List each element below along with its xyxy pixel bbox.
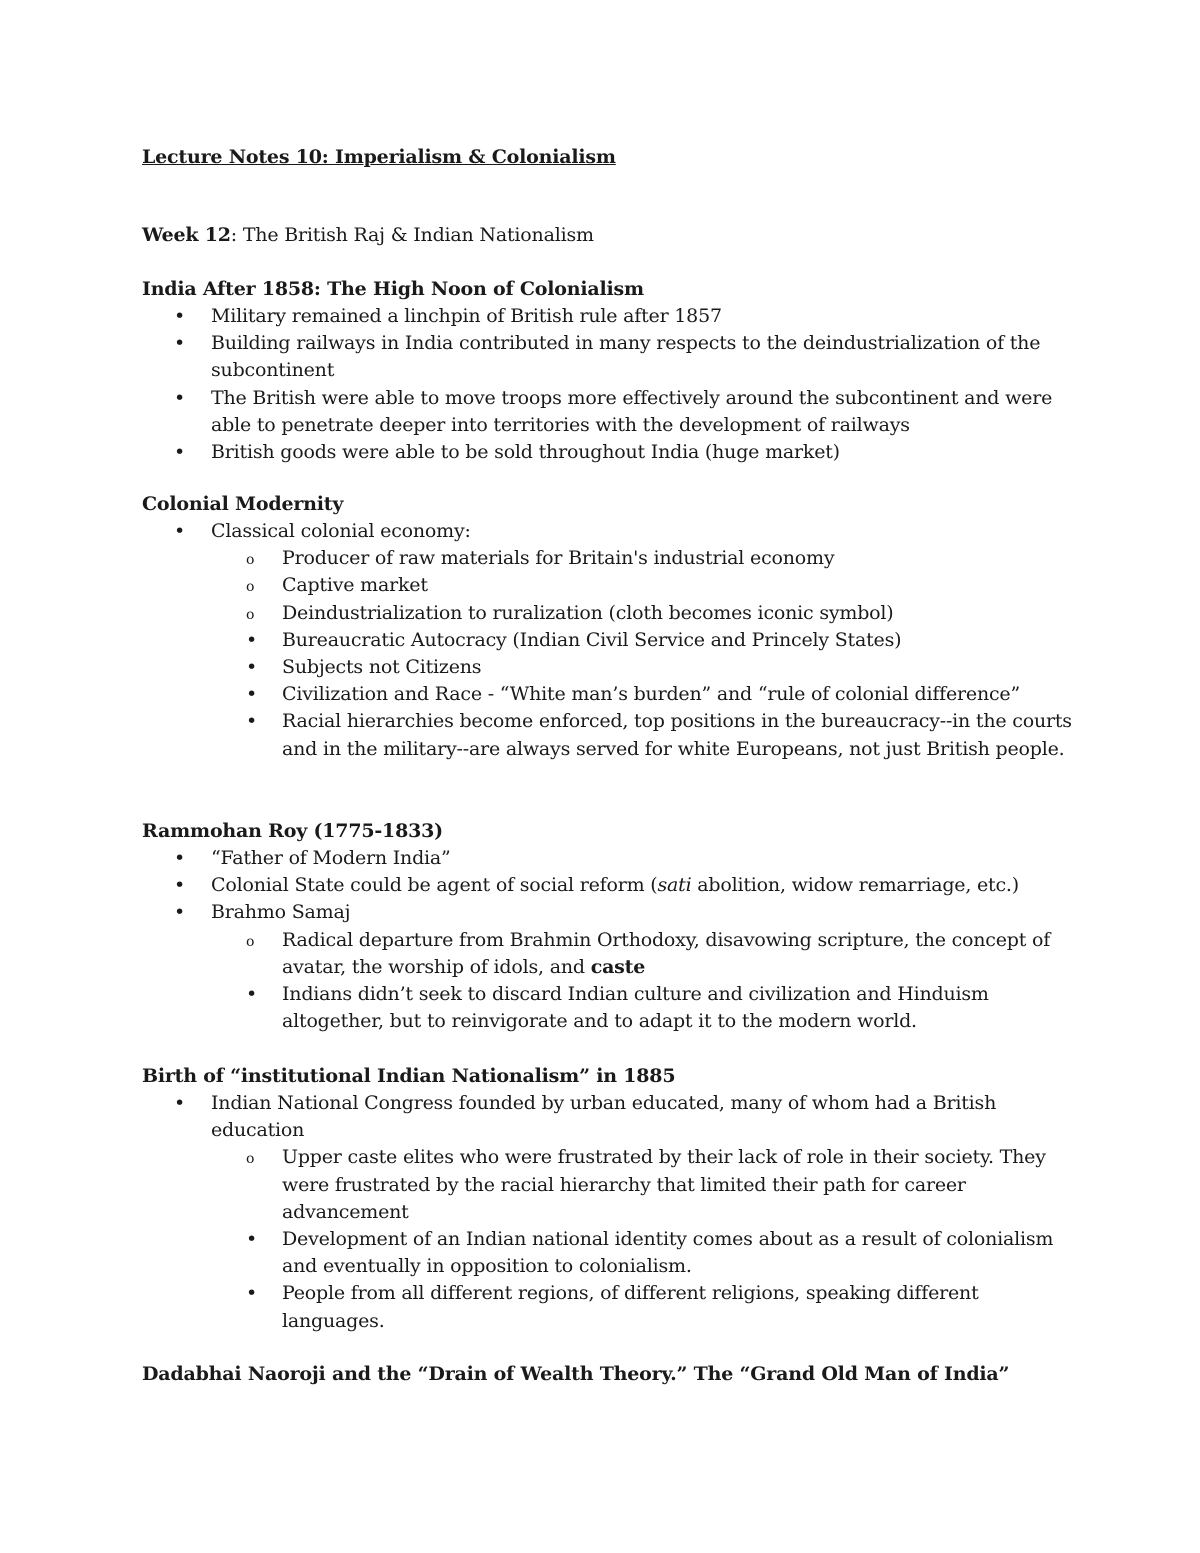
list-item-text: Classical colonial economy: [211,520,471,542]
list-item-text: Brahmo Samaj [211,901,351,924]
list-item [142,1090,1072,1144]
bullet-icon: • [174,386,186,409]
section-heading: Rammohan Roy (1775-1833) [142,820,443,842]
list-item-text: Upper caste elites who were frustrated by their lack of role in their society. They were frustrated by the racial hierarchy that limited their path for career advancement [282,1146,1046,1223]
list-item-text: Producer of raw materials for Britain's industrial economy [282,547,835,570]
bullet-list [142,303,1072,466]
bullet-icon: • [246,710,258,733]
bullet-icon: • [174,441,186,464]
list-item [142,872,1072,899]
section-heading: Dadabhai Naoroji and the “Drain of Wealth Theory.” The “Grand Old Man of India” [142,1363,1010,1385]
bullet-icon: • [174,874,186,897]
sub-list-item [142,1226,1072,1280]
list-item-text: Building railways in India contributed in many respects to the deindustrialization of the subcontinent [211,332,1041,382]
list-item-text: British goods were able to be sold throughout India (huge market) [211,441,840,464]
list-item-text: Radical departure from Brahmin Orthodoxy, disavowing scripture, the concept of avatar, the worship of idols, and [282,928,1051,978]
list-item-text: Indians didn’t seek to discard Indian culture and civilization and Hinduism altogether, but to reinvigorate and to adapt it to the modern world. [282,983,989,1033]
sub-bullet-list [142,545,1072,763]
bullet-icon: • [246,656,258,679]
section-heading: India After 1858: The High Noon of Colonialism [142,278,644,300]
list-item-text: People from all different regions, of different religions, speaking different languages. [282,1282,979,1332]
list-item [142,518,1072,545]
sub-list-item [142,572,1072,599]
circle-bullet-icon: o [246,579,255,596]
section-institutional-nationalism [142,1063,1072,1335]
sub-list-item [142,681,1072,708]
bullet-icon: • [246,983,258,1006]
list-item [142,385,1072,439]
list-item-text: Military remained a linchpin of British rule after 1857 [211,305,722,327]
bullet-icon: • [174,847,186,869]
bullet-icon: • [246,628,258,651]
bullet-icon: • [174,332,186,355]
bullet-icon: • [174,901,186,924]
bullet-icon: • [246,683,258,706]
sub-list-item [142,600,1072,627]
sub-list-item [142,545,1072,572]
list-item-text: Subjects not Citizens [282,656,482,679]
section-rammohan-roy [142,818,1072,1035]
document-title: Lecture Notes 10: Imperialism & Colonialism [142,146,616,168]
section-india-after-1858 [142,276,1072,466]
list-item-text: The British were able to move troops more effectively around the subcontinent and were able to penetrate deeper into territories with the development of railways [211,386,1053,436]
section-heading: Birth of “institutional Indian Nationalism” in 1885 [142,1065,676,1087]
circle-bullet-icon: o [246,552,255,569]
list-item-text: “Father of Modern India” [211,847,451,869]
bullet-icon: • [246,1282,258,1305]
list-item-text: Bureaucratic Autocracy (Indian Civil Service and Princely States) [282,628,902,651]
bullet-icon: • [174,305,186,327]
week-line [142,222,594,249]
list-item-text: Racial hierarchies become enforced, top positions in the bureaucracy--in the courts and in the military--are always served for white Europeans, not just British people. [282,710,1072,760]
week-label: Week 12 [142,224,231,246]
sub-list-item [142,927,1072,981]
list-item-text: abolition, widow remarriage, etc.) [691,874,1019,897]
sub-bullet-list [142,927,1072,1036]
circle-bullet-icon: o [246,606,255,623]
bullet-list [142,1090,1072,1144]
week-text: : The British Raj & Indian Nationalism [230,224,594,246]
sub-list-item [142,708,1072,762]
bullet-list [142,845,1072,927]
bullet-list [142,518,1072,545]
section-colonial-modernity [142,491,1072,763]
sub-list-item [142,1144,1072,1226]
list-item-text: Deindustrialization to ruralization (cloth becomes iconic symbol) [282,601,894,624]
list-item [142,439,1072,466]
list-item [142,845,1072,872]
list-item-text: Indian National Congress founded by urban educated, many of whom had a British education [211,1092,997,1142]
sub-bullet-list [142,1144,1072,1334]
bullet-icon: • [174,520,186,542]
bold-term: caste [590,955,646,978]
list-item-text: Colonial State could be agent of social reform ( [211,874,658,897]
bullet-icon: • [246,1228,258,1251]
circle-bullet-icon: o [246,933,255,950]
section-dadabhai-naoroji [142,1361,1072,1388]
sub-list-item [142,654,1072,681]
bullet-icon: • [174,1092,186,1114]
italic-term: sati [657,874,692,897]
list-item [142,899,1072,926]
list-item [142,303,1072,330]
sub-list-item [142,1280,1072,1334]
list-item-text: Captive market [282,574,428,597]
sub-list-item [142,627,1072,654]
section-heading: Colonial Modernity [142,493,344,515]
list-item-text: Civilization and Race - “White man’s burden” and “rule of colonial difference” [282,683,1020,706]
list-item [142,330,1072,384]
list-item-text: Development of an Indian national identity comes about as a result of colonialism and eventually in opposition to colonialism. [282,1228,1054,1278]
sub-list-item [142,981,1072,1035]
circle-bullet-icon: o [246,1151,255,1168]
